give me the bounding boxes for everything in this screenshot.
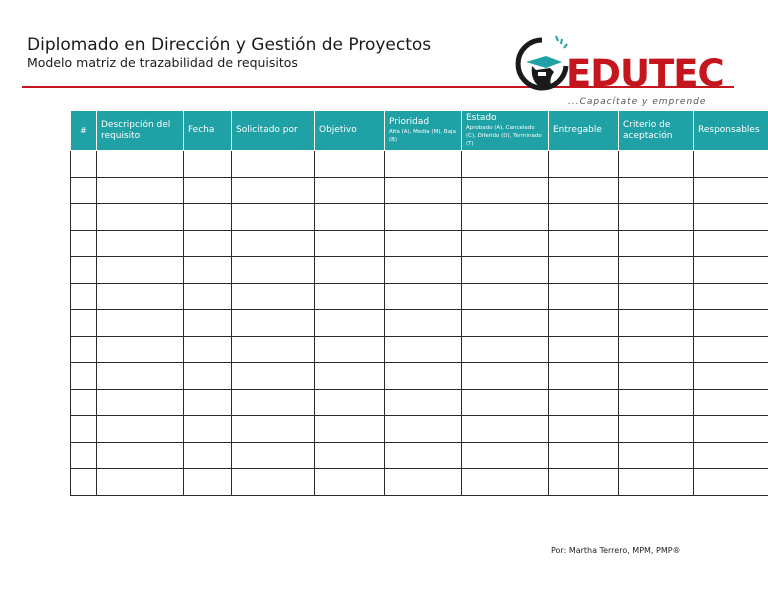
table-cell[interactable] — [184, 257, 232, 284]
table-cell[interactable] — [549, 310, 619, 337]
table-cell[interactable] — [184, 389, 232, 416]
table-cell[interactable] — [71, 151, 97, 178]
table-cell[interactable] — [97, 336, 184, 363]
table-cell[interactable] — [315, 151, 385, 178]
status-legend: Aprobado (A), Cancelado (C), Diferido (D), Terminado (T) — [466, 125, 542, 147]
table-cell[interactable] — [232, 310, 315, 337]
table-cell[interactable] — [315, 469, 385, 496]
table-cell[interactable] — [315, 177, 385, 204]
table-cell[interactable] — [184, 177, 232, 204]
table-cell[interactable] — [232, 336, 315, 363]
table-cell[interactable] — [694, 389, 768, 416]
column-header-responsible: Responsables — [694, 111, 768, 151]
table-cell[interactable] — [184, 363, 232, 390]
table-cell[interactable] — [232, 204, 315, 231]
table-cell[interactable] — [385, 336, 462, 363]
table-cell[interactable] — [315, 363, 385, 390]
table-row — [71, 389, 768, 416]
graduate-head-icon — [512, 32, 574, 94]
table-cell[interactable] — [462, 363, 549, 390]
table-row — [71, 336, 768, 363]
table-cell[interactable] — [315, 310, 385, 337]
table-cell[interactable] — [694, 283, 768, 310]
table-cell[interactable] — [462, 389, 549, 416]
table-cell[interactable] — [462, 310, 549, 337]
table-cell[interactable] — [232, 151, 315, 178]
table-header-row — [71, 111, 768, 151]
table-cell[interactable] — [694, 204, 768, 231]
table-cell[interactable] — [694, 230, 768, 257]
table-cell[interactable] — [97, 177, 184, 204]
table-cell[interactable] — [232, 257, 315, 284]
column-header-priority — [385, 111, 462, 151]
table-cell[interactable] — [71, 204, 97, 231]
author-credit: Por: Martha Terrero, MPM, PMP® — [551, 546, 681, 555]
column-header-acceptance-criteria: Criterio de aceptación — [619, 111, 694, 151]
table-row — [71, 416, 768, 443]
table-cell[interactable] — [549, 469, 619, 496]
table-row — [71, 177, 768, 204]
table-cell[interactable] — [71, 283, 97, 310]
table-cell[interactable] — [694, 336, 768, 363]
table-cell[interactable] — [232, 177, 315, 204]
table-cell[interactable] — [385, 283, 462, 310]
table-cell[interactable] — [184, 469, 232, 496]
table-cell[interactable] — [232, 469, 315, 496]
table-cell[interactable] — [315, 336, 385, 363]
table-cell[interactable] — [462, 257, 549, 284]
table-cell[interactable] — [97, 363, 184, 390]
table-cell[interactable] — [385, 257, 462, 284]
table-cell[interactable] — [71, 230, 97, 257]
table-cell[interactable] — [694, 151, 768, 178]
document-subtitle: Modelo matriz de trazabilidad de requisitos — [27, 55, 298, 70]
table-cell[interactable] — [71, 363, 97, 390]
table-cell[interactable] — [549, 442, 619, 469]
table-cell[interactable] — [232, 442, 315, 469]
table-cell[interactable] — [184, 230, 232, 257]
table-cell[interactable] — [619, 363, 694, 390]
table-cell[interactable] — [694, 310, 768, 337]
table-cell[interactable] — [619, 230, 694, 257]
table-cell[interactable] — [694, 177, 768, 204]
table-cell[interactable] — [619, 389, 694, 416]
table-cell[interactable] — [71, 336, 97, 363]
table-cell[interactable] — [97, 230, 184, 257]
table-cell[interactable] — [232, 230, 315, 257]
table-cell[interactable] — [694, 416, 768, 443]
priority-legend: Alta (A), Media (M), Baja (B) — [389, 129, 456, 143]
table-cell[interactable] — [549, 416, 619, 443]
table-cell[interactable] — [385, 310, 462, 337]
column-header-status — [462, 111, 549, 151]
table-row — [71, 442, 768, 469]
table-cell[interactable] — [184, 416, 232, 443]
table-cell[interactable] — [71, 416, 97, 443]
table-cell[interactable] — [184, 204, 232, 231]
table-cell[interactable] — [549, 151, 619, 178]
edutec-logo — [512, 30, 742, 110]
table-row — [71, 469, 768, 496]
table-cell[interactable] — [462, 283, 549, 310]
table-cell[interactable] — [184, 283, 232, 310]
table-cell[interactable] — [549, 204, 619, 231]
table-cell[interactable] — [462, 204, 549, 231]
table-cell[interactable] — [385, 469, 462, 496]
table-row — [71, 230, 768, 257]
table-cell[interactable] — [549, 389, 619, 416]
table-cell[interactable] — [549, 257, 619, 284]
table-cell[interactable] — [71, 469, 97, 496]
table-cell[interactable] — [315, 230, 385, 257]
table-cell[interactable] — [549, 363, 619, 390]
table-cell[interactable] — [619, 283, 694, 310]
table-cell[interactable] — [315, 257, 385, 284]
table-cell[interactable] — [71, 442, 97, 469]
table-cell[interactable] — [462, 336, 549, 363]
column-header-deliverable: Entregable — [549, 111, 619, 151]
table-cell[interactable] — [619, 469, 694, 496]
table-cell[interactable] — [619, 336, 694, 363]
table-cell[interactable] — [694, 257, 768, 284]
column-header-objective: Objetivo — [315, 111, 385, 151]
table-row — [71, 257, 768, 284]
table-cell[interactable] — [462, 469, 549, 496]
document-title: Diplomado en Dirección y Gestión de Proyectos — [27, 35, 432, 55]
table-cell[interactable] — [315, 204, 385, 231]
table-cell[interactable] — [385, 389, 462, 416]
table-cell[interactable] — [232, 389, 315, 416]
table-body — [71, 151, 768, 496]
table-cell[interactable] — [315, 442, 385, 469]
column-header-description: Descripción del requisito — [97, 111, 184, 151]
table-cell[interactable] — [549, 177, 619, 204]
table-cell[interactable] — [385, 177, 462, 204]
table-cell[interactable] — [549, 283, 619, 310]
table-cell[interactable] — [184, 310, 232, 337]
table-cell[interactable] — [97, 151, 184, 178]
table-row — [71, 310, 768, 337]
table-cell[interactable] — [232, 416, 315, 443]
table-cell[interactable] — [315, 283, 385, 310]
table-cell[interactable] — [619, 416, 694, 443]
table-cell[interactable] — [619, 442, 694, 469]
table-cell[interactable] — [97, 257, 184, 284]
table-cell[interactable] — [315, 416, 385, 443]
table-cell[interactable] — [694, 442, 768, 469]
table-cell[interactable] — [232, 363, 315, 390]
table-row — [71, 283, 768, 310]
table-cell[interactable] — [97, 310, 184, 337]
table-cell[interactable] — [619, 204, 694, 231]
table-cell[interactable] — [619, 257, 694, 284]
table-cell[interactable] — [549, 336, 619, 363]
table-cell[interactable] — [184, 336, 232, 363]
table-cell[interactable] — [385, 442, 462, 469]
table-cell[interactable] — [462, 177, 549, 204]
table-cell[interactable] — [97, 204, 184, 231]
table-cell[interactable] — [71, 389, 97, 416]
table-cell[interactable] — [232, 283, 315, 310]
table-cell[interactable] — [619, 177, 694, 204]
table-cell[interactable] — [97, 442, 184, 469]
table-cell[interactable] — [462, 230, 549, 257]
table-cell[interactable] — [71, 310, 97, 337]
priority-label: Prioridad — [389, 117, 430, 127]
table-cell[interactable] — [619, 310, 694, 337]
traceability-matrix-table — [70, 110, 768, 496]
table-cell[interactable] — [71, 257, 97, 284]
table-cell[interactable] — [184, 151, 232, 178]
table-row — [71, 204, 768, 231]
table-cell[interactable] — [385, 204, 462, 231]
table-cell[interactable] — [385, 416, 462, 443]
table-row — [71, 363, 768, 390]
logo-tagline: ...Capacítate y emprende — [568, 97, 707, 107]
table-cell[interactable] — [97, 283, 184, 310]
table-cell[interactable] — [694, 469, 768, 496]
table-cell[interactable] — [385, 230, 462, 257]
table-cell[interactable] — [71, 177, 97, 204]
table-cell[interactable] — [694, 363, 768, 390]
column-header-requested-by: Solicitado por — [232, 111, 315, 151]
column-header-number: # — [71, 111, 97, 151]
table-cell[interactable] — [462, 416, 549, 443]
column-header-date: Fecha — [184, 111, 232, 151]
table-cell[interactable] — [549, 230, 619, 257]
table-cell[interactable] — [97, 389, 184, 416]
table-cell[interactable] — [97, 469, 184, 496]
table-cell[interactable] — [315, 389, 385, 416]
status-label: Estado — [466, 113, 497, 123]
table-cell[interactable] — [462, 151, 549, 178]
table-cell[interactable] — [619, 151, 694, 178]
table-row — [71, 151, 768, 178]
table-cell[interactable] — [462, 442, 549, 469]
table-cell[interactable] — [385, 151, 462, 178]
table-cell[interactable] — [97, 416, 184, 443]
logo-wordmark: EDUTEC — [566, 52, 724, 95]
table-cell[interactable] — [385, 363, 462, 390]
table-cell[interactable] — [184, 442, 232, 469]
